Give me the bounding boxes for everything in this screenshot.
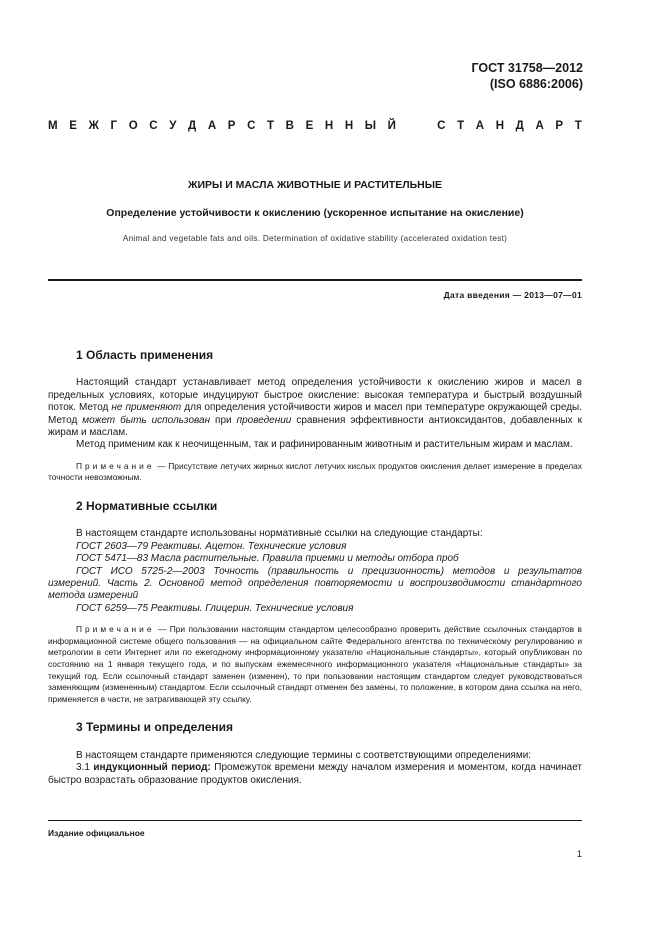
- banner-letter: Е: [305, 120, 314, 132]
- section-normative-references: [48, 500, 582, 705]
- paragraph: В настоящем стандарте использованы нормативные ссылки на следующие стандарты:: [76, 528, 483, 540]
- banner-letter: С: [437, 120, 446, 132]
- banner-letter: В: [285, 120, 294, 132]
- footer-divider: [48, 820, 582, 821]
- banner-letter: Р: [227, 120, 236, 132]
- banner-letter: Д: [515, 120, 524, 132]
- banner-letter: Д: [188, 120, 197, 132]
- banner-letter: Е: [69, 120, 77, 132]
- banner-letter: Ы: [364, 120, 377, 132]
- banner-letter: Т: [457, 120, 465, 132]
- banner-letter: С: [149, 120, 158, 132]
- title-divider: [48, 279, 582, 281]
- reference-item: ГОСТ 2603—79 Реактивы. Ацетон. Технические условия: [76, 540, 347, 552]
- note: Примечание — При пользовании настоящим стандартом целесообразно проверить действие ссылочных стандартов в информационной системе общего пользования — на официальном сайте Федерального агентства по техническому регулированию и метрологии в сети Интернет или по ежегодному информационному указателю «Национальные стандарты», который опубликован по состоянию на 1 января текущего года, и по выпускам ежемесячного информационного указателя «Национальные стандарты» за текущий год. Если ссылочный стандарт заменен (изменен), то при пользовании настоящим стандартом следует руководствоваться заменяющим (измененным) стандартом. Если ссылочный стандарт отменен без замены, то положение, в котором дана ссылка на него, применяется в части, не затрагивающей эту ссылку.: [48, 624, 582, 704]
- std-number: ГОСТ 31758—2012: [471, 61, 583, 75]
- reference-item: ГОСТ 5471—83 Масла растительные. Правила приемки и методы отбора проб: [76, 553, 459, 565]
- banner-letter: У: [169, 120, 177, 132]
- paragraph: В настоящем стандарте применяются следующие термины с соответствующими определениями:: [76, 749, 532, 761]
- document-subtitle: Определение устойчивости к окислению (ускоренное испытание на окисление): [106, 207, 524, 219]
- section-heading: 1 Область применения: [76, 348, 214, 362]
- banner-letter: А: [475, 120, 485, 132]
- banner-letter: Н: [495, 120, 505, 132]
- paragraph: Настоящий стандарт устанавливает метод определения устойчивости к окислению жиров и масел в предельных условиях, которые индуцируют быстрое окисление: высокая температура и быстрый воздушный поток. Метод не применяют для определения устойчивости жиров и масел при температуре окружающей среды. Метод может быть использован при проведении сравнения эффективности антиоксидантов, добавленных к жирам и маслам.: [48, 377, 582, 439]
- note: Примечание — Присутствие летучих жирных кислот летучих кислых продуктов окисления делает измерение в пределах точности невозможным.: [48, 460, 582, 483]
- banner-letter: Г: [110, 120, 118, 132]
- banner-letter: А: [535, 120, 544, 132]
- reference-item: ГОСТ 6259—75 Реактивы. Глицерин. Технические условия: [76, 602, 354, 614]
- paragraph: Метод применим как к неочищенным, так и рафинированным животным и растительным жирам и маслам.: [76, 439, 573, 451]
- banner-letter: Н: [344, 120, 354, 132]
- english-title: Animal and vegetable fats and oils. Determination of oxidative stability (accelerated oxidation test): [122, 234, 508, 243]
- standard-number-block: [471, 60, 583, 92]
- document-title: ЖИРЫ И МАСЛА ЖИВОТНЫЕ И РАСТИТЕЛЬНЫЕ: [187, 179, 443, 191]
- section-heading: 2 Нормативные ссылки: [76, 499, 218, 514]
- banner-letter: С: [247, 120, 256, 132]
- reference-item: ГОСТ ИСО 5725-2—2003 Точность (правильность и прецизионность) методов и результатов измерений. Часть 2. Основной метод определения повторяемости и воспроизводимости стандартного метода измерений: [48, 565, 582, 602]
- banner-letter: О: [128, 120, 138, 132]
- banner-word-gap: [408, 120, 426, 132]
- interstate-standard-banner: [48, 120, 582, 132]
- page-number: 1: [576, 849, 582, 860]
- banner-letter: Ж: [88, 120, 99, 132]
- term-definition: 3.1 индукционный период: Промежуток времени между началом измерения и моментом, когда начинает быстро возрастать образование продуктов окисления.: [48, 762, 582, 786]
- section-terms: [48, 721, 582, 787]
- banner-letter: М: [48, 120, 58, 132]
- banner-letter: Й: [387, 120, 396, 132]
- banner-letter: Т: [574, 120, 582, 132]
- iso-number: (ISO 6886:2006): [489, 77, 583, 91]
- banner-letter: Р: [555, 120, 564, 132]
- banner-letter: А: [207, 120, 217, 132]
- banner-letter: Т: [267, 120, 275, 132]
- introduction-date: Дата введения — 2013—07—01: [443, 290, 582, 300]
- section-heading: 3 Термины и определения: [76, 720, 234, 735]
- banner-letter: Н: [324, 120, 334, 132]
- document-body: [48, 349, 582, 787]
- section-scope: [48, 349, 582, 484]
- official-edition-label: Издание официальное: [48, 828, 145, 838]
